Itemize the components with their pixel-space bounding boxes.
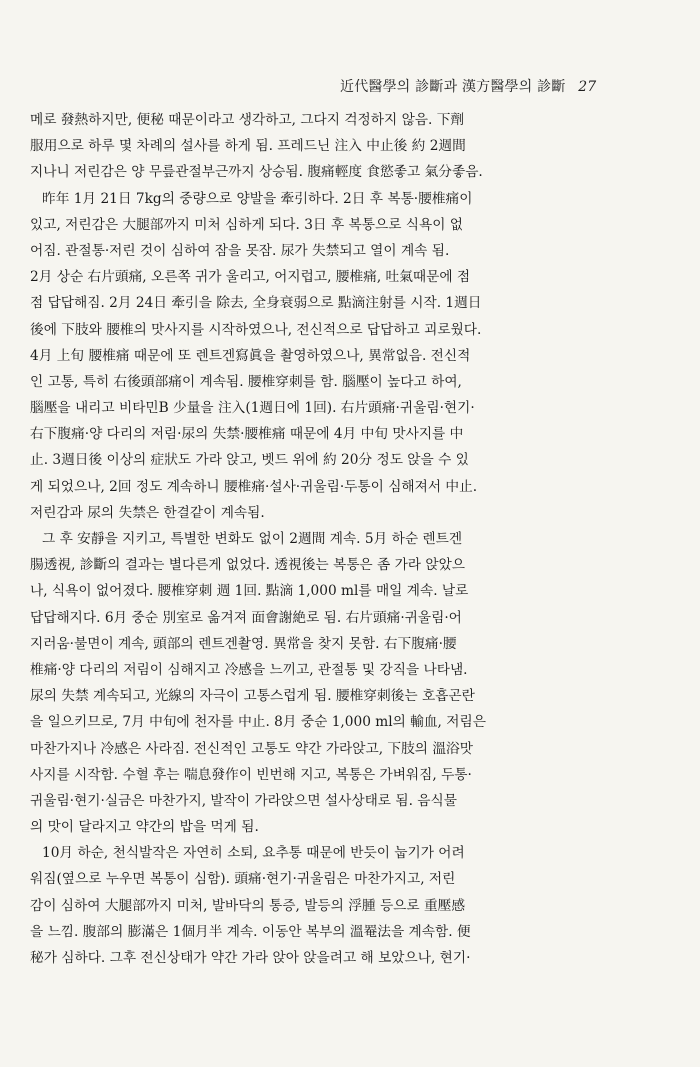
- text-line: 2月 상순 右片頭痛, 오른쪽 귀가 울리고, 어지럽고, 腰椎痛, 吐氣때문에 점: [30, 269, 471, 286]
- text-line: 사지를 시작함. 수혈 후는 喘息發作이 빈번해 지고, 복통은 가벼워짐, 두통·: [30, 766, 472, 783]
- text-line: 秘가 심하다. 그후 전신상태가 약간 가라 앉아 앉을려고 해 보았으나, 현기·: [30, 950, 471, 966]
- text-line: 尿의 失禁 계속되고, 光線의 자극이 고통스럽게 됨. 腰椎穿刺後는 호흡곤란: [30, 688, 475, 705]
- running-header: [340, 76, 602, 96]
- text-line: 있고, 저린감은 大腿部까지 미처 심하게 되다. 3日 후 복통으로 식욕이 없: [30, 216, 464, 233]
- text-line: 腸透視, 診斷의 결과는 별다른게 없었다. 透視後는 복통은 좀 가라 앉았으: [30, 557, 466, 574]
- text-line: 服用으로 하루 몇 차례의 설사를 하게 됨. 프레드닌 注入 中止後 約 2週間: [30, 138, 466, 155]
- header-title: 近代醫學의 診斷과 漢方醫學의 診斷: [340, 79, 566, 95]
- text-line: 귀울림·현기·실금은 마찬가지, 발작이 가라앉으면 설사상태로 됨. 음식물: [30, 792, 457, 809]
- text-line: 을 일으키므로, 7月 中旬에 천자를 中止. 8月 중순 1,000 ml의 輸血, 저림은: [30, 714, 486, 731]
- text-line: 지나니 저린감은 양 무릎관절부근까지 상승됨. 腹痛輕度 食慾좋고 氣分좋음.: [30, 164, 483, 181]
- page-number: 27: [578, 79, 597, 95]
- text-line: 止. 3週日後 이상의 症狀도 가라 앉고, 벳드 위에 約 20分 정도 앉을 수 있: [30, 452, 469, 469]
- text-line: 점 답답해짐. 2月 24日 牽引을 除去, 全身衰弱으로 點滴注射를 시작. 1週日: [30, 295, 482, 312]
- text-line: 게 되었으나, 2回 정도 계속하니 腰椎痛·설사·귀울림·두통이 심해져서 中止.: [30, 478, 478, 495]
- text-line: 의 맛이 달라지고 약간의 밥을 먹게 됨.: [30, 819, 259, 836]
- text-line: 워짐(옆으로 누우면 복통이 심함). 頭痛·현기·귀울림은 마찬가지고, 저린: [30, 871, 456, 888]
- text-line: 腦壓을 내리고 비타민B 少量을 注入(1週日에 1回). 右片頭痛·귀울림·현기·: [30, 400, 475, 417]
- text-line: 昨年 1月 21日 7kg의 중량으로 양발을 牽引하다. 2日 후 복통·腰椎痛이: [42, 190, 473, 207]
- text-line: 어짐. 관절통·저린 것이 심하여 잠을 못잠. 尿가 失禁되고 열이 계속 됨.: [30, 242, 450, 259]
- text-line: 감이 심하여 大腿部까지 미처, 발바닥의 통증, 발등의 浮腫 등으로 重壓感: [30, 897, 466, 914]
- text-line: 지러움·불면이 계속, 頭部의 렌트겐촬영. 異常을 찾지 못함. 右下腹痛·腰: [30, 635, 457, 652]
- text-line: 右下腹痛·양 다리의 저림·尿의 失禁·腰椎痛 때문에 4月 中旬 맛사지를 中: [30, 426, 464, 443]
- text-line: 椎痛·양 다리의 저림이 심해지고 冷感을 느끼고, 관절통 및 강직을 나타냄.: [30, 661, 468, 678]
- text-line: 답답해지다. 6月 중순 別室로 옮겨져 面會謝絶로 됨. 右片頭痛·귀울림·어: [30, 609, 462, 626]
- text-line: 그 후 安靜을 지키고, 특별한 변화도 없이 2週間 계속. 5月 하순 렌트겐: [42, 531, 463, 547]
- body-text: [30, 107, 670, 971]
- text-line: 마찬가지나 冷感은 사라짐. 전신적인 고통도 약간 가라앉고, 下肢의 溫浴맛: [30, 740, 473, 757]
- text-line: 메로 發熱하지만, 便秘 때문이라고 생각하고, 그다지 걱정하지 않음. 下劑: [30, 112, 465, 128]
- text-line: 을 느낌. 腹部의 膨滿은 1個月半 계속. 이동안 복부의 溫罨法을 계속함. 便: [30, 923, 471, 940]
- text-line: 인 고통, 특히 右後頭部痛이 계속됨. 腰椎穿刺를 함. 腦壓이 높다고 하여,: [30, 373, 462, 390]
- text-line: 後에 下肢와 腰椎의 맛사지를 시작하였으나, 전신적으로 답답하고 괴로웠다.: [30, 321, 482, 338]
- text-line: 나, 식욕이 없어졌다. 腰椎穿刺 週 1回. 點滴 1,000 ml를 매일 계속. 날로: [30, 583, 469, 600]
- text-line: 4月 上旬 腰椎痛 때문에 또 렌트겐寫眞을 촬영하였으나, 異常없음. 전신적: [30, 347, 471, 364]
- text-line: 저린감과 尿의 失禁은 한결같이 계속됨.: [30, 504, 265, 521]
- text-line: 10月 하순, 천식발작은 자연히 소퇴, 요추통 때문에 반듯이 눕기가 어려: [42, 845, 465, 862]
